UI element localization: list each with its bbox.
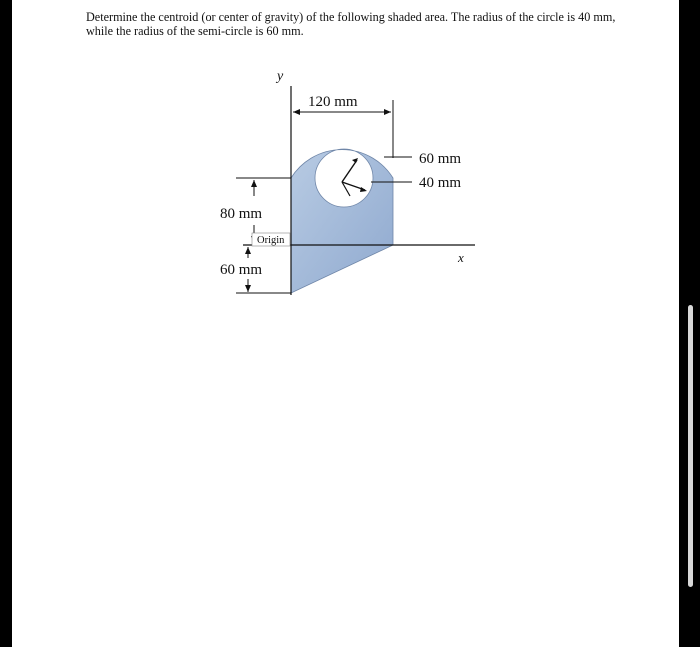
- dim-120-arrow-left: [293, 109, 300, 115]
- outer-radius-arrow: [360, 187, 367, 192]
- dim-60-label: 60 mm: [220, 262, 263, 278]
- dim-80-arrow-top: [251, 180, 257, 187]
- origin-label: Origin: [257, 235, 285, 246]
- hole-radius-label: 40 mm: [419, 175, 462, 191]
- outer-radius-label: 60 mm: [419, 151, 462, 167]
- problem-statement: Determine the centroid (or center of gravity) of the following shaded area. The radius of the circle is 40 mm, while the radius of the semi-circle is 60 mm.: [86, 10, 616, 38]
- dim-120-label: 120 mm: [308, 94, 358, 110]
- y-axis-label: y: [277, 69, 284, 84]
- shaded-area: [291, 149, 393, 293]
- dim-120-arrow-right: [384, 109, 391, 115]
- x-axis-label: x: [458, 250, 464, 265]
- dim-80-label: 80 mm: [220, 206, 263, 222]
- hole-radius-line: [342, 160, 357, 182]
- dim-60-arrow-bottom: [245, 285, 251, 292]
- dim-60-arrow-top: [245, 247, 251, 254]
